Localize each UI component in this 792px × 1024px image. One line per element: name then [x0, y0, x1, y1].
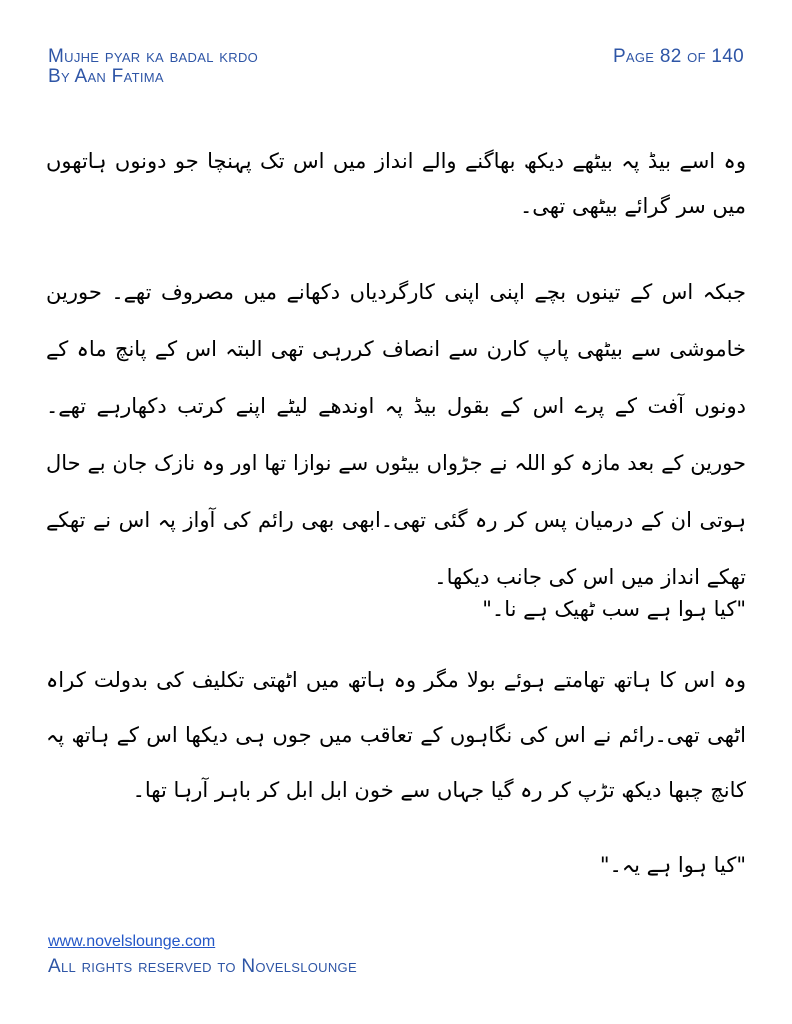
- page-number: Page 82 of 140: [612, 46, 744, 67]
- paragraph-2: جبکہ اس کے تینوں بچے اپنی اپنی کارگردیاں دکھانے میں مصروف تھے۔ حورین خاموشی سے بیٹھی پاپ کارن سے انصاف کررہی تھی البتہ اس کے پانچ ماہ کے دونوں آفت کے پرے اس کے بقول بیڈ پہ اوندھے لیٹے اپنے کرتب دکھارہے تھے۔ حورین کے بعد مازہ کو اللہ نے جڑواں بیٹوں سے نوازا تھا اور وہ نازک جان بے حال ہوتی ان کے درمیان پس کر رہ گئی تھی۔ابھی بھی رائم کی آواز پہ اس نے تھکے تھکے انداز میں اس کی جانب دیکھا۔: [46, 280, 746, 589]
- paragraph-5-dialogue: "کیا ہوا ہے یہ۔": [599, 853, 746, 877]
- website-link[interactable]: www.novelslounge.com: [48, 933, 216, 950]
- paragraph-4: وہ اس کا ہاتھ تھامتے ہوئے بولا مگر وہ ہاتھ میں اٹھتی تکلیف کی بدولت کراہ اٹھی تھی۔رائم نے اس کی نگاہوں کے تعاقب میں جوں ہی دیکھا اس کے ہاتھ پہ کانچ چبھا دیکھ تڑپ کر رہ گیا جہاں سے خون ابل ابل کر باہر آرہا تھا۔: [46, 668, 746, 802]
- paragraph-1: وہ اسے بیڈ پہ بیٹھے دیکھ بھاگنے والے انداز میں اس تک پہنچا جو دونوں ہاتھوں میں سر گرائے بیٹھی تھی۔: [46, 149, 746, 218]
- copyright-notice: All rights reserved to Novelslounge: [48, 956, 357, 977]
- novel-title: Mujhe pyar ka badal krdo: [48, 46, 259, 67]
- author-line: By Aan Fatima: [48, 66, 164, 87]
- paragraph-3-dialogue: "کیا ہوا ہے سب ٹھیک ہے نا۔": [482, 597, 746, 621]
